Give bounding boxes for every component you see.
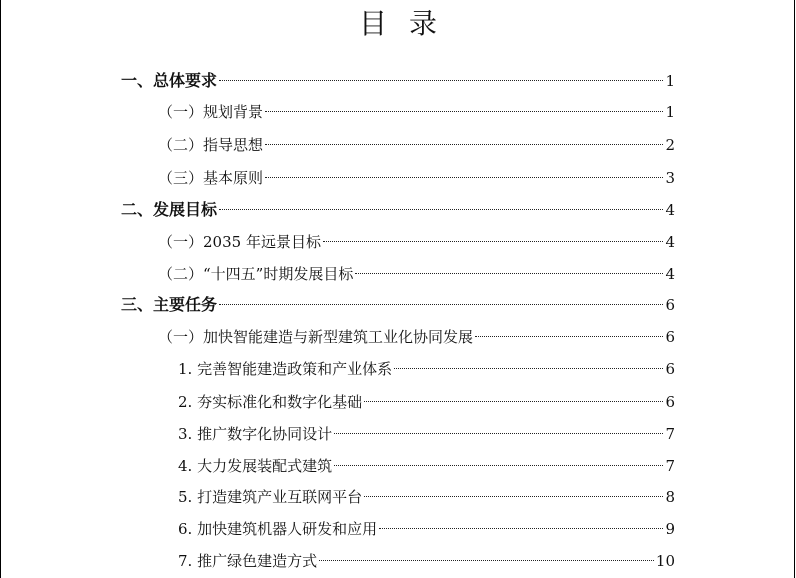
toc-page-number: 4 (665, 265, 675, 283)
dot-leader (319, 560, 654, 561)
toc-entry-industrial-internet-platform[interactable] (178, 485, 675, 509)
toc-entry-label: （二）“十四五”时期发展目标 (158, 265, 354, 283)
toc-page-number: 8 (665, 488, 675, 506)
toc-entry-label: 2. 夯实标准化和数字化基础 (178, 393, 363, 411)
toc-entry-construction-robots[interactable] (178, 517, 675, 541)
toc-entry-label: 5. 打造建筑产业互联网平台 (178, 488, 363, 506)
dot-leader (265, 177, 663, 178)
dot-leader (265, 144, 663, 145)
toc-entry-2035-vision[interactable] (158, 230, 675, 254)
dot-leader (355, 273, 663, 274)
toc-entry-label: 7. 推广绿色建造方式 (178, 552, 318, 570)
page-left-edge (0, 0, 1, 578)
dot-leader (364, 496, 663, 497)
toc-entry-label: 6. 加快建筑机器人研发和应用 (178, 520, 378, 538)
toc-page-number: 4 (665, 201, 675, 219)
toc-page-number: 6 (665, 360, 675, 378)
toc-entry-label: 一、总体要求 (121, 71, 218, 90)
toc-page-number: 6 (665, 393, 675, 411)
dot-leader (475, 336, 663, 337)
toc-page-number: 7 (665, 457, 675, 475)
toc-entry-intelligent-construction-coordination[interactable] (158, 325, 675, 349)
toc-page-number: 7 (665, 425, 675, 443)
toc-entry-overall-requirements[interactable] (121, 69, 675, 93)
dot-leader (219, 304, 663, 305)
toc-entry-label: （三）基本原则 (158, 169, 264, 187)
dot-leader (265, 111, 663, 112)
toc-entry-main-tasks[interactable] (121, 293, 675, 317)
toc-title: 目录 (358, 7, 459, 40)
toc-page-number: 6 (665, 328, 675, 346)
toc-entry-policy-industry-system[interactable] (178, 357, 675, 381)
toc-entry-planning-background[interactable] (158, 100, 675, 124)
toc-entry-guiding-ideology[interactable] (158, 133, 675, 157)
toc-entry-basic-principles[interactable] (158, 166, 675, 190)
toc-entry-label: （一）规划背景 (158, 103, 264, 121)
toc-entry-label: 三、主要任务 (121, 295, 218, 314)
dot-leader (334, 465, 663, 466)
toc-page-number: 1 (665, 103, 675, 121)
toc-page-number: 9 (665, 520, 675, 538)
toc-entry-14th-five-year-goals[interactable] (158, 262, 675, 286)
page-right-edge (794, 0, 795, 578)
dot-leader (219, 80, 663, 81)
toc-page-number: 10 (655, 552, 675, 570)
toc-entry-prefabricated-buildings[interactable] (178, 454, 675, 478)
toc-entry-digital-collaborative-design[interactable] (178, 422, 675, 446)
dot-leader (323, 241, 664, 242)
dot-leader (394, 368, 663, 369)
toc-page-number: 3 (665, 169, 675, 187)
toc-entry-label: 3. 推广数字化协同设计 (178, 425, 333, 443)
toc-entry-label: （一）加快智能建造与新型建筑工业化协同发展 (158, 328, 474, 346)
toc-page-number: 6 (665, 296, 675, 314)
toc-entry-development-goals[interactable] (121, 198, 675, 222)
toc-page-number: 1 (665, 72, 675, 90)
dot-leader (379, 528, 663, 529)
toc-entry-label: 1. 完善智能建造政策和产业体系 (178, 360, 393, 378)
toc-entry-standardization-digitalization[interactable] (178, 390, 675, 414)
toc-entry-label: 4. 大力发展装配式建筑 (178, 457, 333, 475)
toc-entry-green-construction[interactable] (178, 549, 675, 573)
dot-leader (364, 401, 663, 402)
toc-entry-label: （二）指导思想 (158, 136, 264, 154)
toc-page-number: 2 (665, 136, 675, 154)
toc-entry-label: （一）2035 年远景目标 (158, 233, 321, 251)
dot-leader (219, 209, 663, 210)
toc-page-number: 4 (665, 233, 675, 251)
dot-leader (334, 433, 663, 434)
toc-entry-label: 二、发展目标 (121, 200, 218, 219)
